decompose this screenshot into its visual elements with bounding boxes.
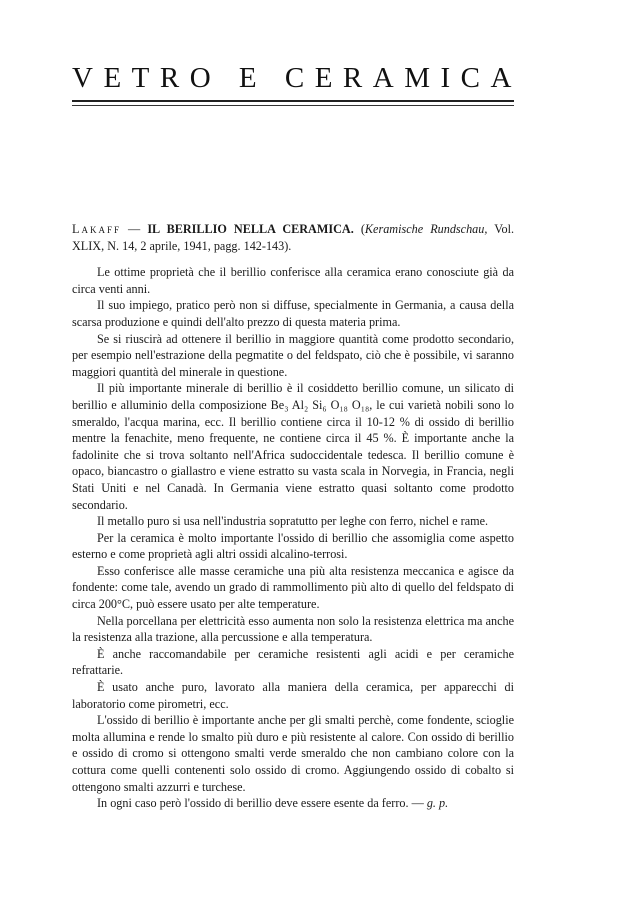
source-open-paren: ( bbox=[360, 222, 365, 236]
article-details: Vol. XLIX, N. 14, 2 aprile, 1941, pagg. 142-143). bbox=[72, 222, 515, 253]
header-rule-thin bbox=[72, 105, 514, 106]
article-author: Lakaff bbox=[72, 222, 121, 236]
header-rule-thick bbox=[72, 100, 514, 102]
paragraph: Il più importante minerale di berillio è il cosiddetto berillio comune, un silicato di berillio e alluminio della composizione Be₃ Al₂ Si₆ O₁₈ O₁₈, le cui varietà nobili sono lo smeraldo, l'acqua marina, ecc. Il berillio contiene circa il 10-12 % di ossido di berillio mentre la fenachite, meno frequente, ne contiene circa il 45 %. È importante anche la fadolinite che si trova soltanto nell'Africa sudoccidentale tedesca. Il berillio comune è opaco, biancastro o giallastro e viene estratto su vasta scala in Norvegia, in Francia, negli Stati Uniti e nel Canadà. In Germania viene estratto quasi soltanto come prodotto secondario. bbox=[72, 381, 514, 512]
paragraph: Il suo impiego, pratico però non si diffuse, specialmente in Germania, a causa della scarsa produzione e quindi dell'alto prezzo di questa materia prima. bbox=[72, 298, 514, 329]
closing-text: In ogni caso però l'ossido di berillio deve essere esente da ferro. — bbox=[97, 796, 424, 811]
author-initials: g. p. bbox=[426, 796, 449, 811]
article bbox=[72, 221, 514, 812]
article-citation bbox=[72, 221, 514, 254]
paragraph: L'ossido di berillio è importante anche per gli smalti perchè, come fondente, scioglie molta allumina e rende lo smalto più duro e più resistente al calore. Con ossido di berillio e ossido di cromo si ottengono smalti verde smeraldo che non cambiano colore con la cottura come quelli contenenti solo ossido di cromo. Aggiungendo ossido di cobalto si ottengono smalti azzurri e turchese. bbox=[72, 713, 514, 794]
paragraph: Se si riuscirà ad ottenere il berillio in maggiore quantità come prodotto secondario, per esempio nell'estrazione della pegmatite o del feldspato, ciò che è possibile, vi saranno maggiori quantità del minerale in questione. bbox=[72, 331, 514, 379]
section-title: VETRO E CERAMICA bbox=[72, 62, 522, 94]
citation-dash: — bbox=[128, 222, 141, 236]
paragraph: È anche raccomandabile per ceramiche resistenti agli acidi e per ceramiche refrattarie. bbox=[72, 646, 514, 678]
page-header bbox=[72, 60, 522, 106]
paragraph: Nella porcellana per elettricità esso aumenta non solo la resistenza elettrica ma anche la resistenza alla trazione, alla percussione e alla temperatura. bbox=[72, 613, 514, 645]
paragraph: Le ottime proprietà che il berillio conferisce alla ceramica erano conosciute già da circa venti anni. bbox=[72, 265, 514, 296]
paragraph: Per la ceramica è molto importante l'ossido di berillio che assomiglia come aspetto esterno e come proprietà agli altri ossidi alcalino-terrosi. bbox=[72, 530, 514, 562]
closing-paragraph bbox=[72, 795, 514, 812]
article-title: IL BERILLIO NELLA CERAMICA. bbox=[147, 222, 354, 236]
paragraph: È usato anche puro, lavorato alla maniera della ceramica, per apparecchi di laboratorio come pirometri, ecc. bbox=[72, 680, 514, 711]
paragraph: Esso conferisce alle masse ceramiche una più alta resistenza meccanica e agisce da fondente: come tale, avendo un grado di rammollimento più alto di quello del feldspato di circa 200°C, può essere usato per alte temperature. bbox=[72, 563, 514, 612]
paragraph: Il metallo puro si usa nell'industria sopratutto per leghe con ferro, nichel e rame. bbox=[97, 514, 489, 529]
article-source: Keramische Rundschau, bbox=[364, 222, 488, 236]
